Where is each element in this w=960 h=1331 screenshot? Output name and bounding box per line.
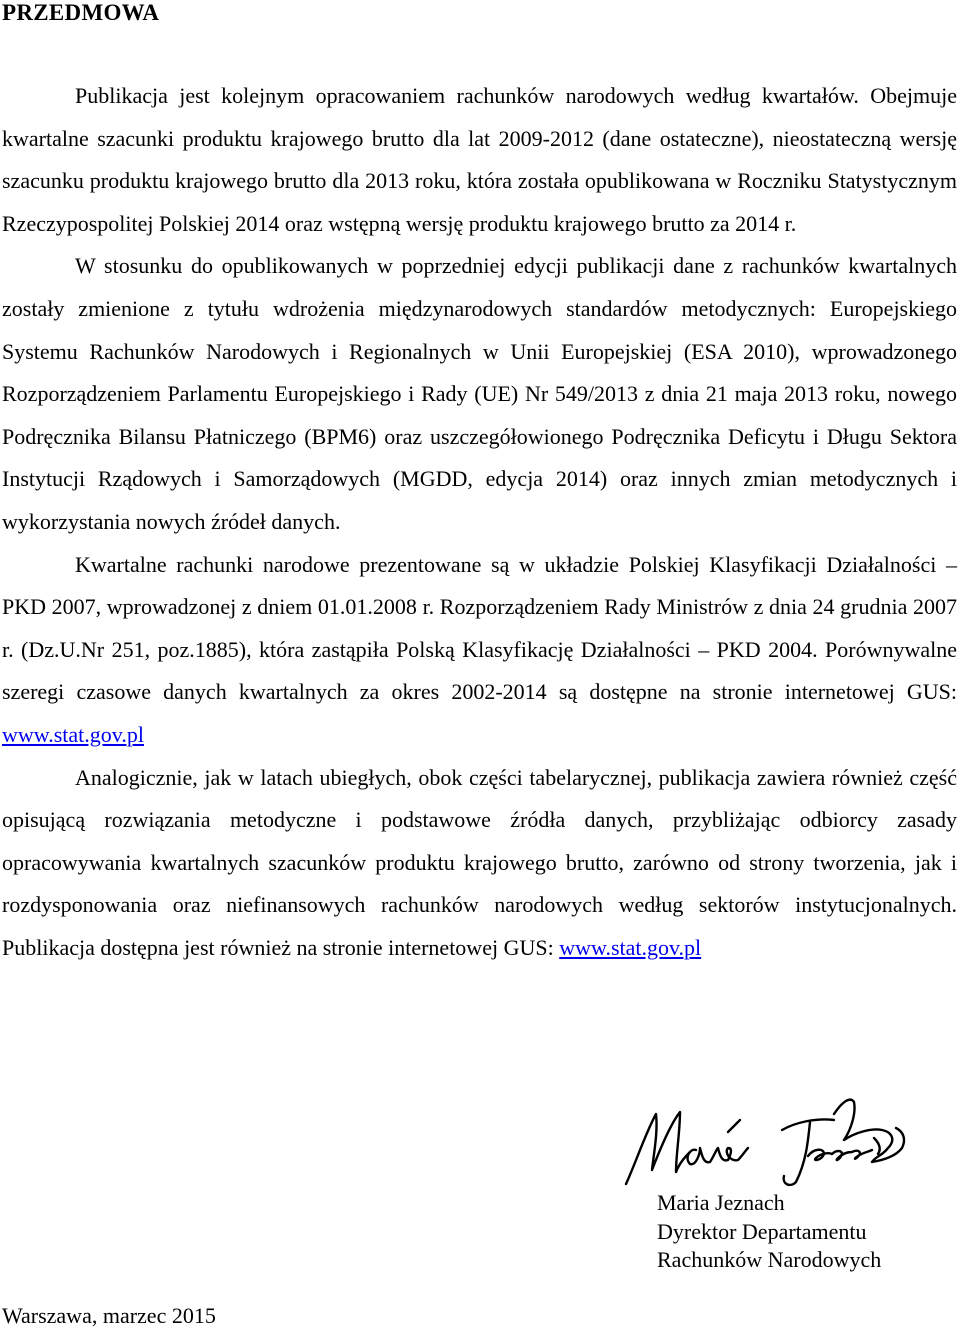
paragraph-contents-text: Analogicznie, jak w latach ubiegłych, obok części tabelarycznej, publikacja zawiera również część opisującą rozwiązania metodyczne i podstawowe źródła danych, przybliżając odbiorcy zasady opracowywania kwartalnych szacunków produktu krajowego brutto, zarówno od strony tworzenia, jak i rozdysponowania oraz niefinansowych rachunków narodowych według sektorów instytucjonalnych. Publikacja dostępna jest również na stronie internetowej GUS: — [2, 764, 957, 960]
paragraph-classification — [2, 544, 957, 757]
handwritten-signature — [620, 1092, 910, 1192]
signer-name: Maria Jeznach — [657, 1190, 785, 1215]
page-title: PRZEDMOWA — [2, 0, 160, 25]
paragraph-intro — [2, 75, 957, 245]
signer-block — [657, 1189, 881, 1275]
stat-gov-link[interactable]: www.stat.gov.pl — [2, 721, 144, 747]
place-date: Warszawa, marzec 2015 — [2, 1303, 216, 1328]
paragraph-contents — [2, 757, 957, 970]
document-body — [2, 75, 957, 969]
paragraph-intro-text: Publikacja jest kolejnym opracowaniem rachunków narodowych według kwartałów. Obejmuje kwartalne szacunki produktu krajowego brutto dla lat 2009-2012 (dane ostateczne), nieostateczną wersję szacunku produktu krajowego brutto dla 2013 roku, która została opublikowana w Roczniku Statystycznym Rzeczypospolitej Polskiej 2014 oraz wstępną wersję produktu krajowego brutto za 2014 r. — [2, 83, 957, 236]
signer-position-line1: Dyrektor Departamentu — [657, 1218, 867, 1244]
paragraph-methodology-changes — [2, 245, 957, 543]
signer-position-line2: Rachunków Narodowych — [657, 1247, 882, 1272]
stat-gov-link-2[interactable]: www.stat.gov.pl — [559, 934, 702, 960]
paragraph-methodology-changes-text: W stosunku do opublikowanych w poprzedniej edycji publikacji dane z rachunków kwartalnych zostały zmienione z tytułu wdrożenia międzynarodowych standardów metodycznych: Europejskiego Systemu Rachunków Narodowych i Regionalnych w Unii Europejskiej (ESA 2010), wprowadzonego Rozporządzeniem Parlamentu Europejskiego i Rady (UE) Nr 549/2013 z dnia 21 maja 2013 roku, nowego Podręcznika Bilansu Płatniczego (BPM6) oraz uszczegółowionego Podręcznika Deficytu i Długu Sektora Instytucji Rządowych i Samorządowych (MGDD, edycja 2014) oraz innych zmian metodycznych i wykorzystania nowych źródeł danych. — [2, 253, 957, 534]
paragraph-classification-text: Kwartalne rachunki narodowe prezentowane są w układzie Polskiej Klasyfikacji Działalności – PKD 2007, wprowadzonej z dniem 01.01.2008 r. Rozporządzeniem Rady Ministrów z dnia 24 grudnia 2007 r. (Dz.U.Nr 251, poz.1885), która zastąpiła Polską Klasyfikację Działalności – PKD 2004. Porównywalne szeregi czasowe danych kwartalnych za okres 2002-2014 są dostępne na stronie internetowej GUS: — [2, 551, 957, 705]
